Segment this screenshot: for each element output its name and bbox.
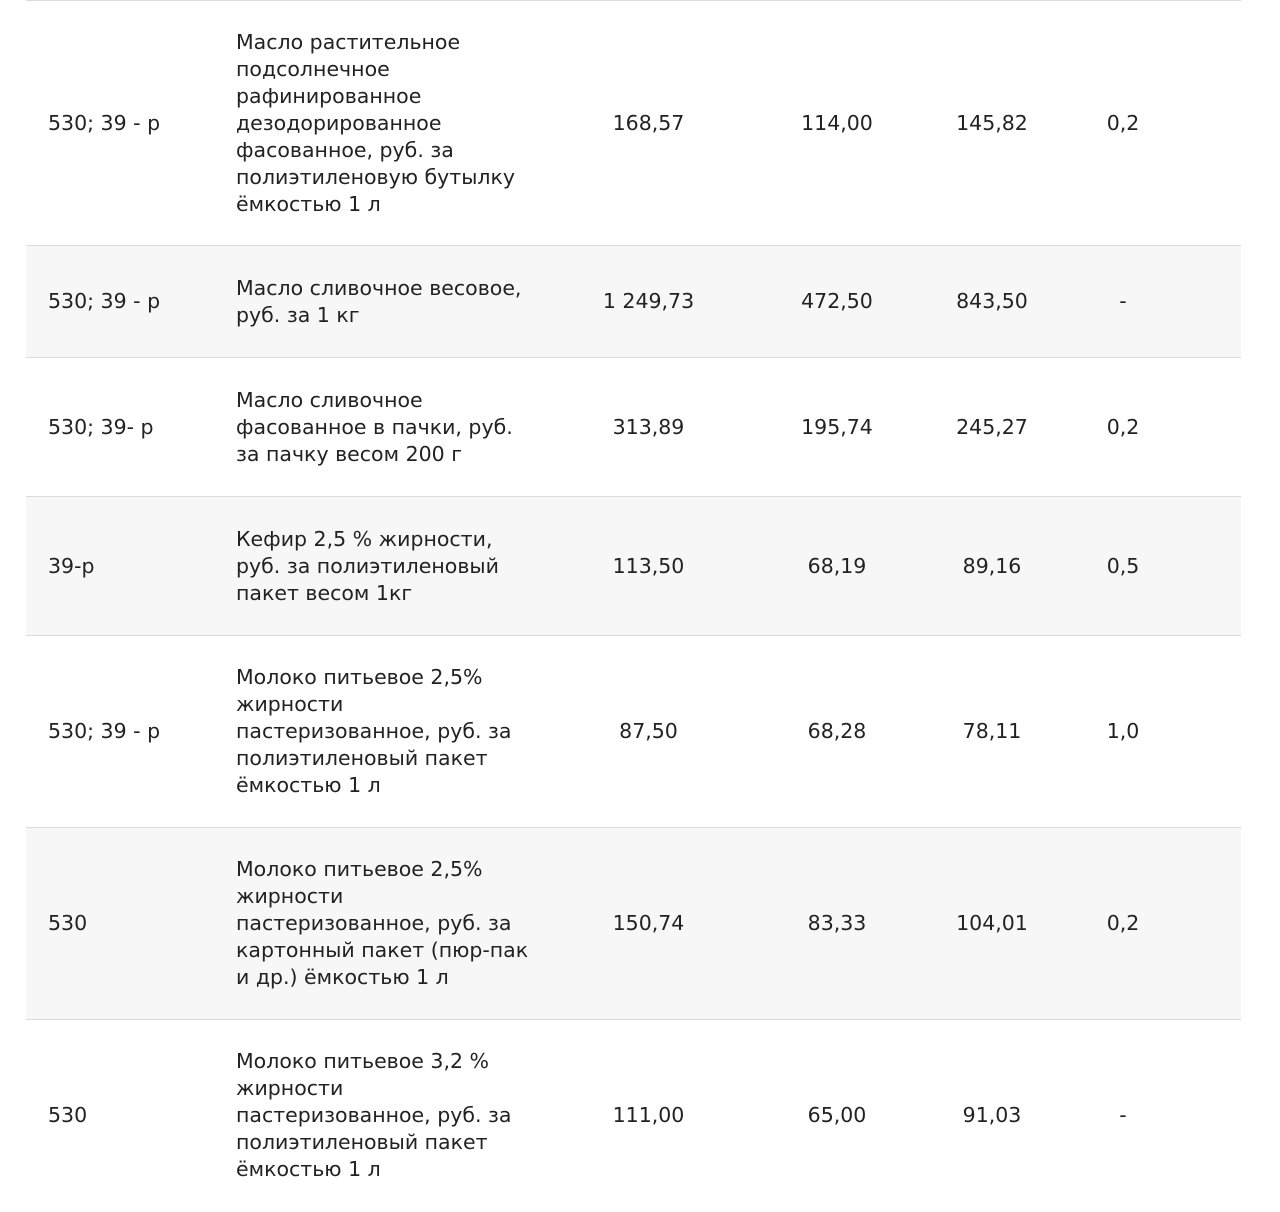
price-avg: 145,82 [956, 110, 1028, 135]
product-name: Молоко питьевое 2,5% жирности пастеризованное, руб. за полиэтиленовый пакет ёмкостью 1 л [236, 665, 512, 797]
price-min: 68,28 [807, 719, 867, 743]
table-row [26, 1020, 1241, 1212]
price-avg: 245,27 [956, 414, 1028, 439]
price-max: 313,89 [612, 414, 685, 439]
table-row [26, 246, 1241, 358]
table-row [26, 497, 1241, 636]
product-name: Масло растительное подсолнечное рафинированное дезодорированное фасованное, руб. за полиэтиленовую бутылку ёмкостью 1 л [236, 29, 516, 216]
price-avg: 843,50 [956, 289, 1028, 313]
price-avg: 89,16 [962, 553, 1022, 578]
table-row [26, 828, 1241, 1020]
price-min: 114,00 [801, 110, 873, 135]
row-code: 530 [48, 1103, 88, 1128]
price-max: 1 249,73 [602, 289, 695, 313]
index-value: - [1119, 289, 1127, 313]
row-code: 530; 39 - р [48, 719, 161, 743]
product-name: Масло сливочное фасованное в пачки, руб. за пачку весом 200 г [236, 387, 513, 466]
index-value: 0,2 [1106, 110, 1140, 135]
product-name: Кефир 2,5 % жирности, руб. за полиэтиленовый пакет весом 1кг [236, 526, 499, 605]
product-name: Молоко питьевое 3,2 % жирности пастеризованное, руб. за полиэтиленовый пакет ёмкостью 1 л [236, 1049, 512, 1182]
price-min: 68,19 [807, 553, 867, 578]
row-code: 530; 39- р [48, 414, 154, 439]
price-max: 168,57 [612, 110, 685, 135]
index-value: 1,0 [1106, 719, 1140, 743]
index-value: 0,5 [1106, 553, 1140, 578]
index-value: 0,2 [1106, 911, 1140, 935]
product-name: Масло сливочное весовое, руб. за 1 кг [236, 275, 522, 327]
price-max: 150,74 [612, 911, 685, 935]
price-avg: 104,01 [956, 911, 1028, 935]
row-code: 39-р [48, 553, 95, 578]
table-row [26, 358, 1241, 497]
price-min: 472,50 [801, 289, 873, 313]
table-row [26, 636, 1241, 828]
price-min: 83,33 [807, 911, 867, 935]
price-min: 65,00 [807, 1103, 867, 1128]
table-row [26, 1, 1241, 246]
price-max: 113,50 [612, 553, 685, 578]
product-name: Молоко питьевое 2,5% жирности пастеризованное, руб. за картонный пакет (пюр-пак и др.) ёмкостью 1 л [236, 857, 529, 989]
price-table-container [26, 0, 1241, 1212]
row-code: 530 [48, 911, 88, 935]
row-code: 530; 39 - р [48, 110, 161, 135]
price-max: 87,50 [619, 719, 678, 743]
price-max: 111,00 [612, 1103, 685, 1128]
price-table [26, 0, 1241, 1212]
price-avg: 91,03 [962, 1103, 1022, 1128]
index-value: - [1119, 1103, 1127, 1128]
row-code: 530; 39 - р [48, 289, 161, 313]
price-min: 195,74 [801, 414, 873, 439]
index-value: 0,2 [1106, 414, 1140, 439]
price-avg: 78,11 [962, 719, 1022, 743]
